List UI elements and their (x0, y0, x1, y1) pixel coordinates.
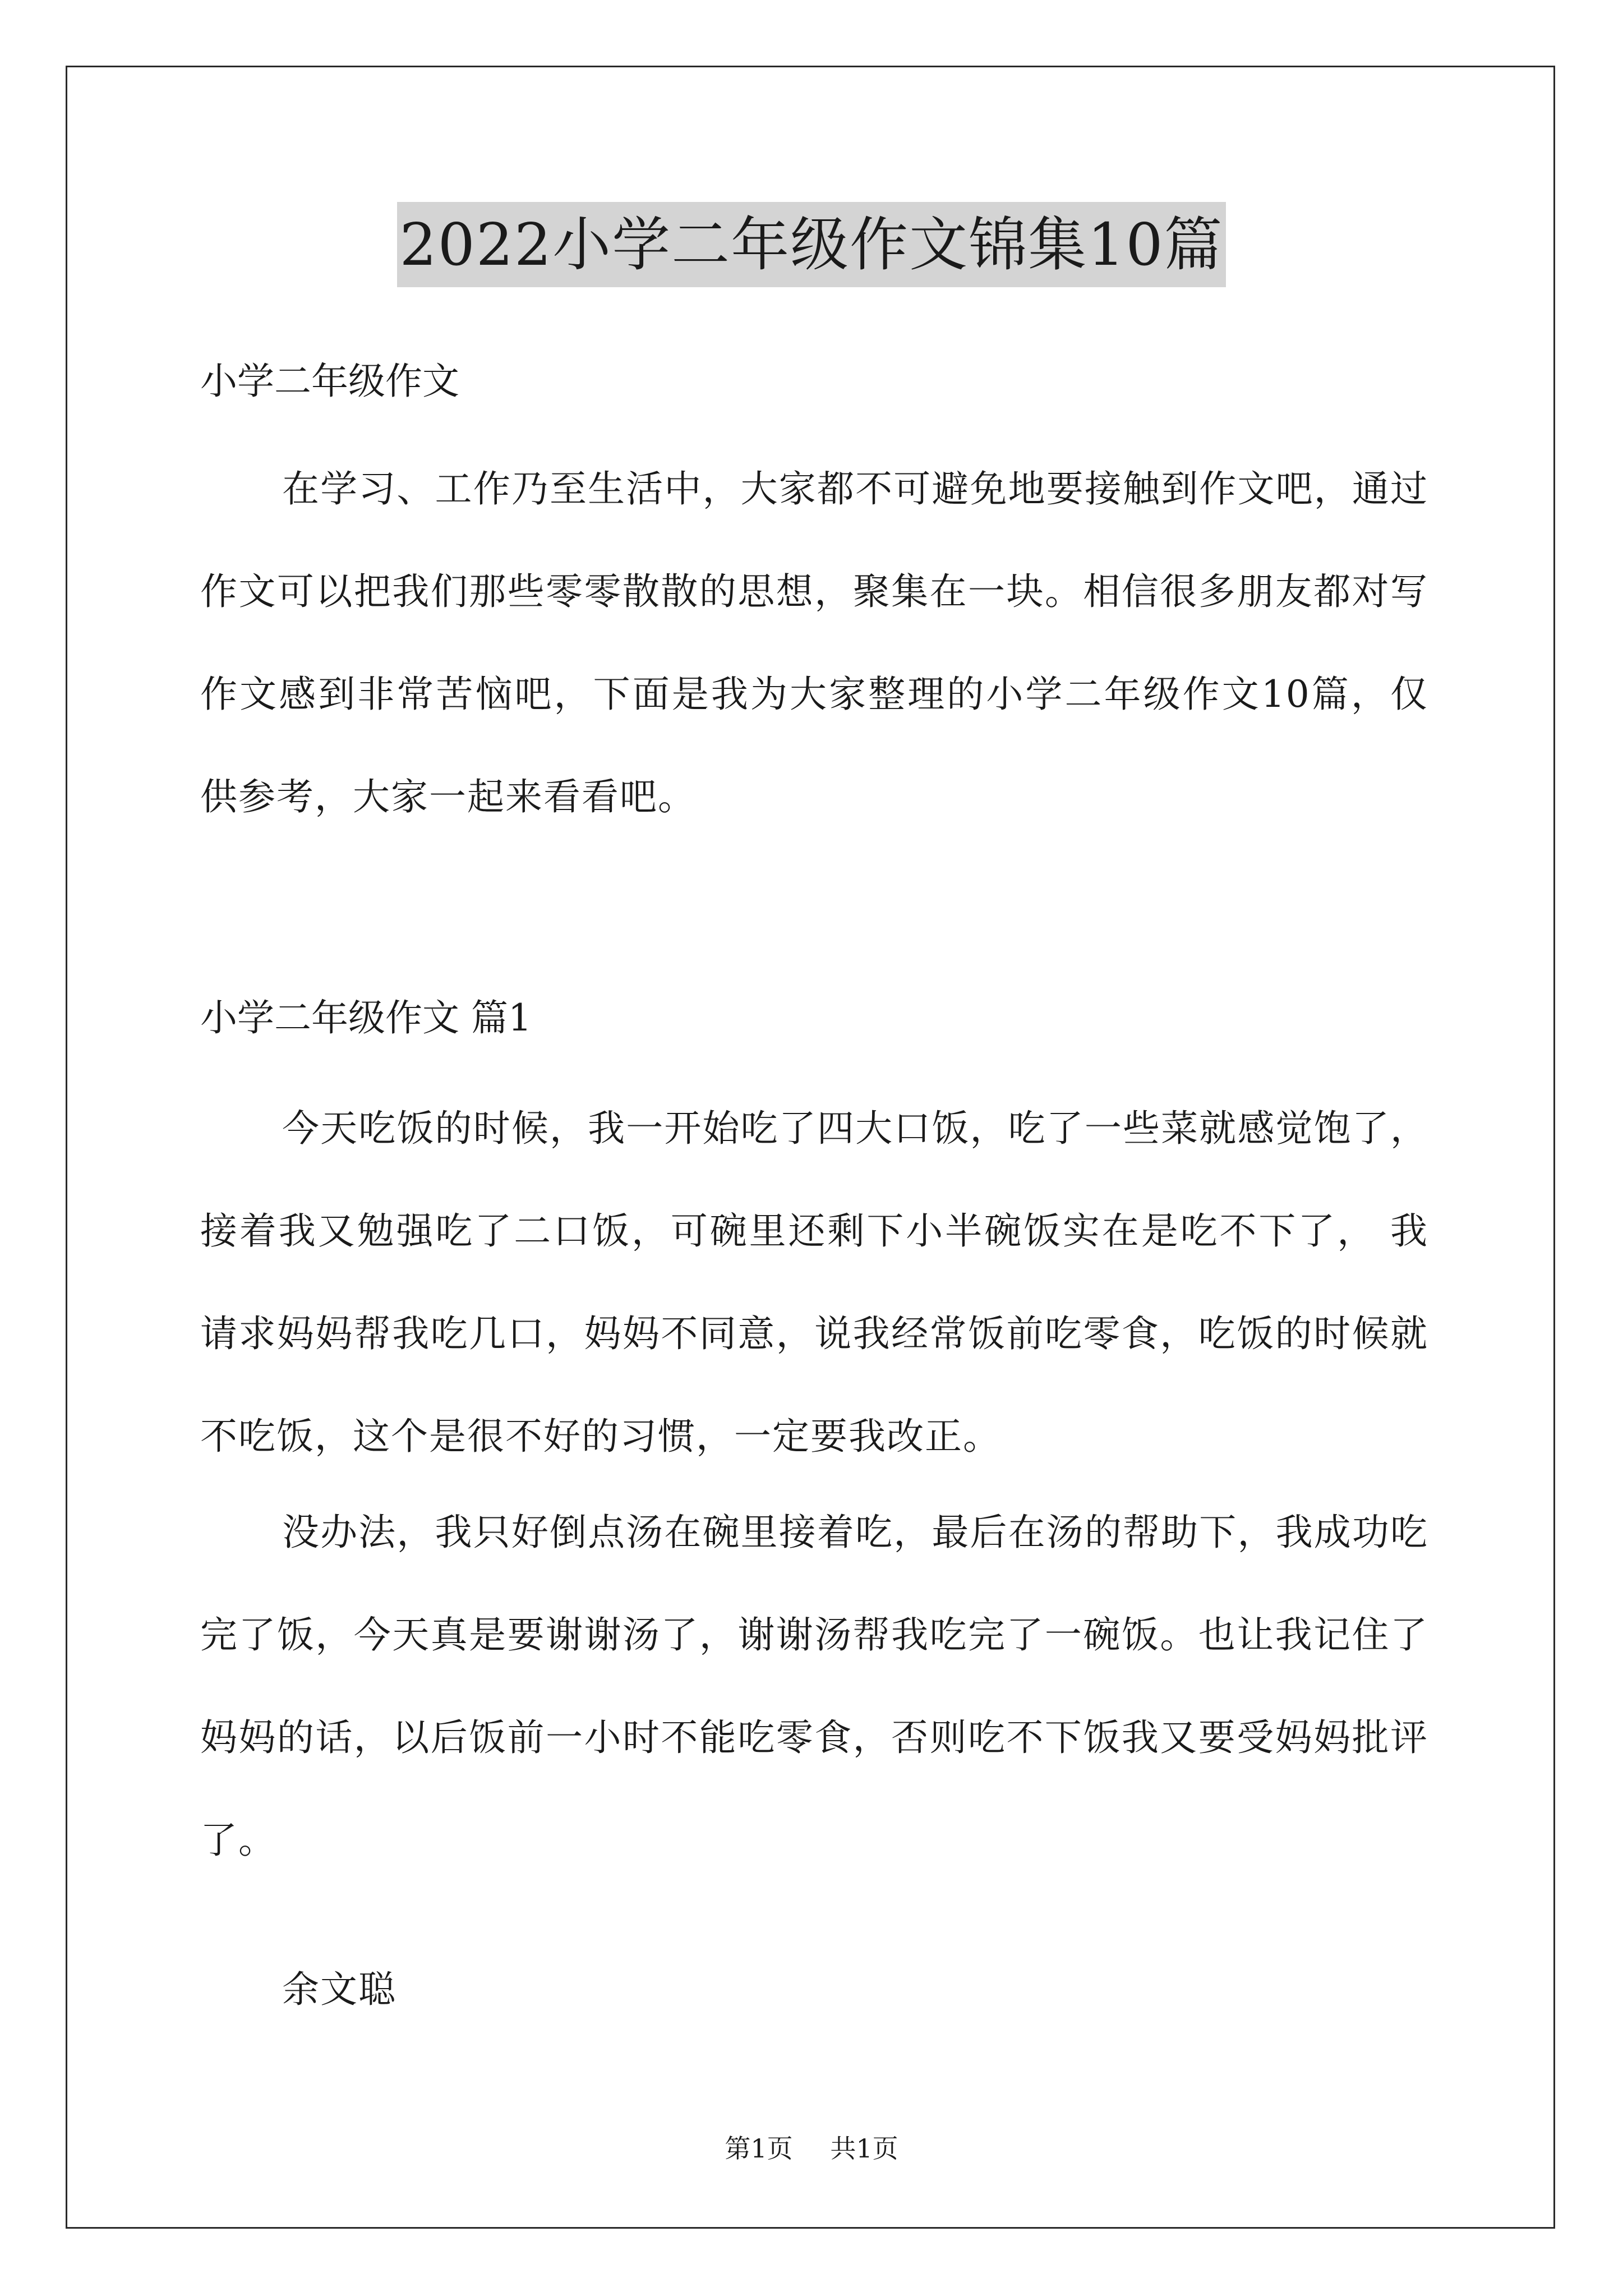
page-total: 共1页 (830, 2133, 898, 2164)
body-paragraph-1: 今天吃饭的时候，我一开始吃了四大口饭，吃了一些菜就感觉饱了， 接着我又勉强吃了二口饭，可碗里还剩下小半碗饭实在是吃不下了， 我请求妈妈帮我吃几口，妈妈不同意，说我经常饭前吃零食，吃饭的时候就不吃饭，这个是很不好的习惯，一定要我改正。 (200, 1107, 1428, 1458)
intro-paragraph: 在学习、工作乃至生活中，大家都不可避免地要接触到作文吧，通过作文可以把我们那些零零散散的思想，聚集在一块。相信很多朋友都对写作文感到非常苦恼吧，下面是我为大家整理的小学二年级作文10篇，仅供参考，大家一起来看看吧。 (200, 467, 1428, 818)
section-heading: 小学二年级作文 篇1 (200, 996, 532, 1039)
intro-heading: 小学二年级作文 (200, 360, 459, 403)
signature: 余文聪 (282, 1968, 396, 2011)
body-paragraph-2: 没办法，我只好倒点汤在碗里接着吃，最后在汤的帮助下，我成功吃完了饭，今天真是要谢谢汤了，谢谢汤帮我吃完了一碗饭。也让我记住了妈妈的话，以后饭前一小时不能吃零食，否则吃不下饭我又要受妈妈批评了。 (200, 1511, 1428, 1862)
page-number: 第1页 (725, 2133, 793, 2164)
page-footer (0, 2132, 1623, 2165)
title-container (0, 202, 1623, 287)
document-title: 2022小学二年级作文锦集10篇 (397, 202, 1225, 287)
